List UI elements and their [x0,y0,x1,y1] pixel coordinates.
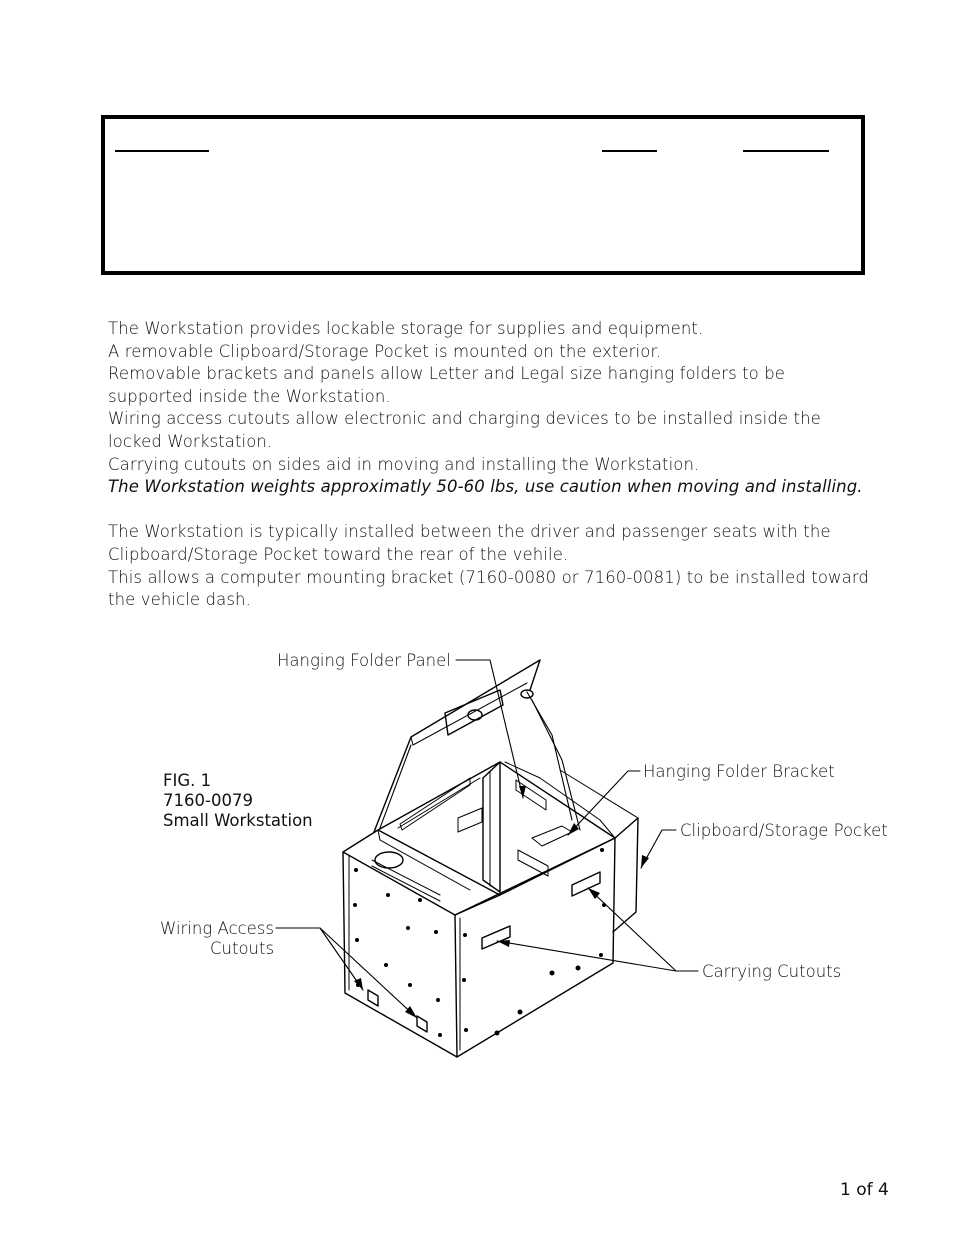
label-wiring-cutouts: Cutouts [210,939,275,958]
description-line: Wiring access cutouts allow electronic and charging devices to be installed inside the [108,409,821,429]
description-line: Carrying cutouts on sides aid in moving and installing the Workstation. [108,454,700,474]
description-line: supported inside the Workstation. [108,386,391,406]
wiring-cutout-1 [368,990,378,1006]
installation-line: Clipboard/Storage Pocket toward the rear of the vehile. [108,544,569,564]
figure-caption [163,771,313,831]
installation-line: The Workstation is typically installed between the driver and passenger seats with the [108,522,831,542]
description-line: The Workstation provides lockable storage for supplies and equipment. [108,319,704,338]
figure-part-number: 7160-0079 [163,791,253,810]
description-line: Removable brackets and panels allow Letter and Legal size hanging folders to be [108,364,786,384]
label-hanging-folder-bracket: Hanging Folder Bracket [643,762,835,781]
label-wiring-access: Wiring Access [160,919,274,938]
description-line: locked Workstation. [108,431,273,451]
label-carrying-cutouts: Carrying Cutouts [702,962,842,981]
box-top-rim [343,830,500,915]
label-clipboard-pocket: Clipboard/Storage Pocket [680,821,888,840]
page-number: 1 of 4 [840,1180,889,1200]
label-hanging-folder-panel: Hanging Folder Panel [277,651,451,670]
description-line: A removable Clipboard/Storage Pocket is mounted on the exterior. [108,341,662,361]
caution-note: The Workstation weights approximatly 50-60 lbs, use caution when moving and installing. [108,477,863,497]
wiring-cutout-2 [417,1016,427,1032]
figure-number: FIG. 1 [163,771,212,790]
box-front-face [343,852,457,1057]
lid [374,660,540,832]
installation-line: This allows a computer mounting bracket (7160-0080 or 7160-0081) to be installed toward [108,567,869,587]
figure-title: Small Workstation [163,811,313,830]
installation-line: the vehicle dash. [108,590,251,610]
carrying-cutout-front [482,926,510,949]
hanging-folder-panel-shape [483,762,500,892]
